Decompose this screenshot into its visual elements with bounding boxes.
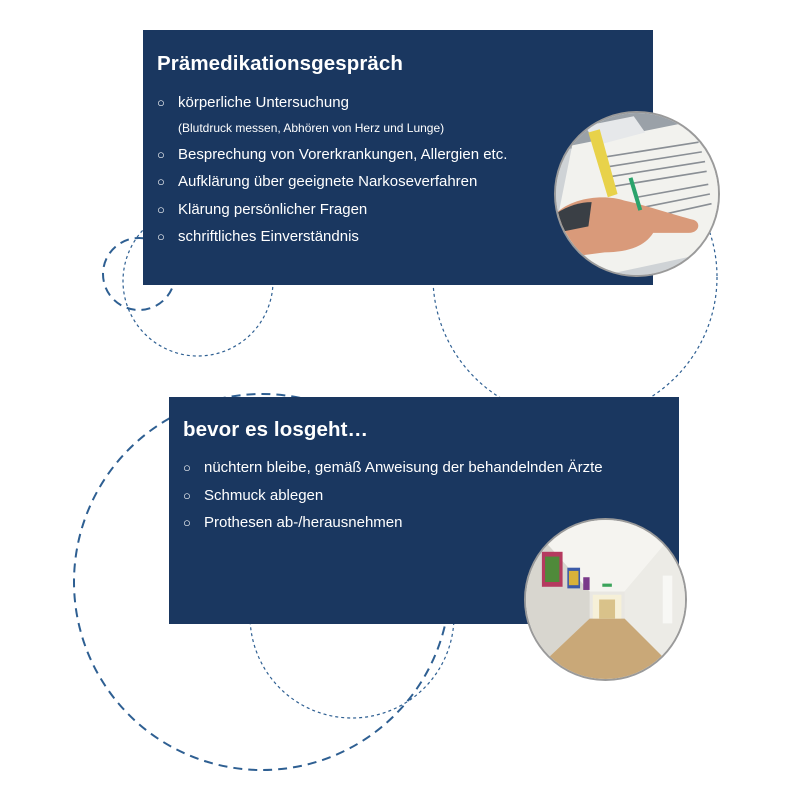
card-title: Prämedikationsgespräch <box>157 52 404 75</box>
list-item <box>157 94 639 137</box>
list-item <box>183 487 665 505</box>
hospital-corridor-photo <box>524 518 687 681</box>
list-item-text: Prothesen ab-/herausnehmen <box>204 514 403 531</box>
list-item <box>183 459 665 477</box>
list-item-text: Klärung persönlicher Fragen <box>178 200 368 218</box>
document-signing-illustration <box>556 113 718 275</box>
list-item-note: (Blutdruck messen, Abhören von Herz und Lunge) <box>178 121 445 135</box>
list-item-text: körperliche Untersuchung <box>178 94 349 111</box>
bullet-icon: ○ <box>157 229 165 244</box>
bullet-icon: ○ <box>157 201 165 217</box>
bullet-icon: ○ <box>183 460 191 475</box>
bullet-icon: ○ <box>183 487 191 503</box>
bullet-icon: ○ <box>183 515 191 530</box>
hospital-corridor-illustration <box>526 520 685 679</box>
bullet-icon: ○ <box>157 95 165 110</box>
bullet-icon: ○ <box>157 174 165 189</box>
bullet-icon: ○ <box>157 146 165 162</box>
list-item-text: schriftliches Einverständnis <box>178 228 359 245</box>
list-item-text: Schmuck ablegen <box>204 486 324 504</box>
list-item-text: Besprechung von Vorerkrankungen, Allergien etc. <box>178 145 508 163</box>
list-item-text: nüchtern bleibe, gemäß Anweisung der behandelnden Ärzte <box>204 459 603 476</box>
document-signing-photo <box>554 111 720 277</box>
list-item-text: Aufklärung über geeignete Narkoseverfahren <box>178 173 478 190</box>
card-title: bevor es losgeht… <box>183 418 369 441</box>
